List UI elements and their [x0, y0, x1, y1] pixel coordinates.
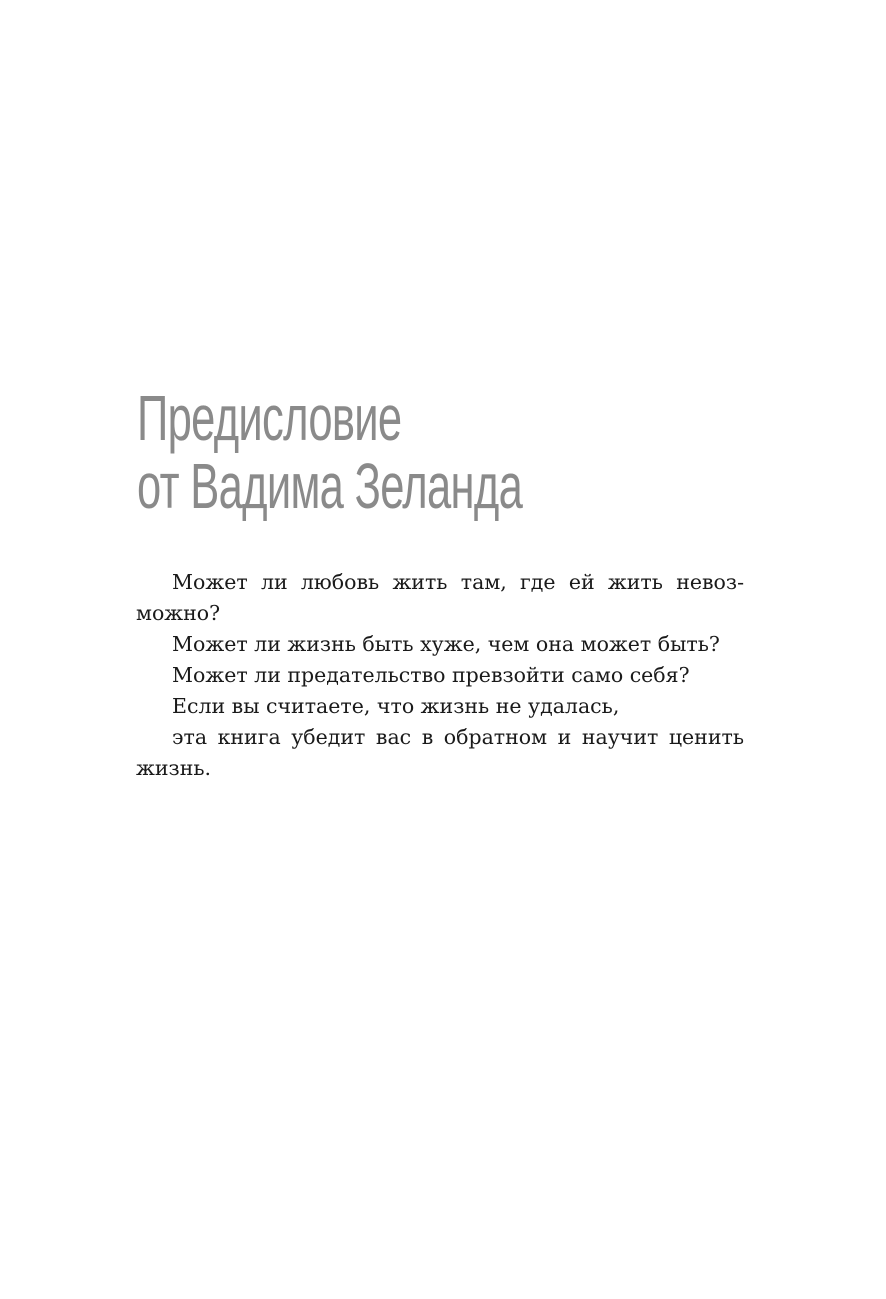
body-line: эта книга убедит вас в обратном и научит ценить [172, 725, 744, 749]
body-line: можно? [136, 601, 221, 625]
chapter-heading [137, 384, 703, 520]
body-line: Может ли предательство превзойти само себя? [172, 663, 690, 687]
body-line: жизнь. [136, 756, 212, 780]
body-line: Если вы считаете, что жизнь не удалась, [172, 694, 620, 718]
body-line: Может ли жизнь быть хуже, чем она может быть? [172, 632, 720, 656]
body-line: Может ли любовь жить там, где ей жить невоз- [172, 570, 744, 594]
body-paragraphs [136, 567, 744, 784]
chapter-heading-line-1: Предисловие [137, 382, 402, 454]
chapter-heading-line-2: от Вадима Зеланда [137, 450, 523, 522]
